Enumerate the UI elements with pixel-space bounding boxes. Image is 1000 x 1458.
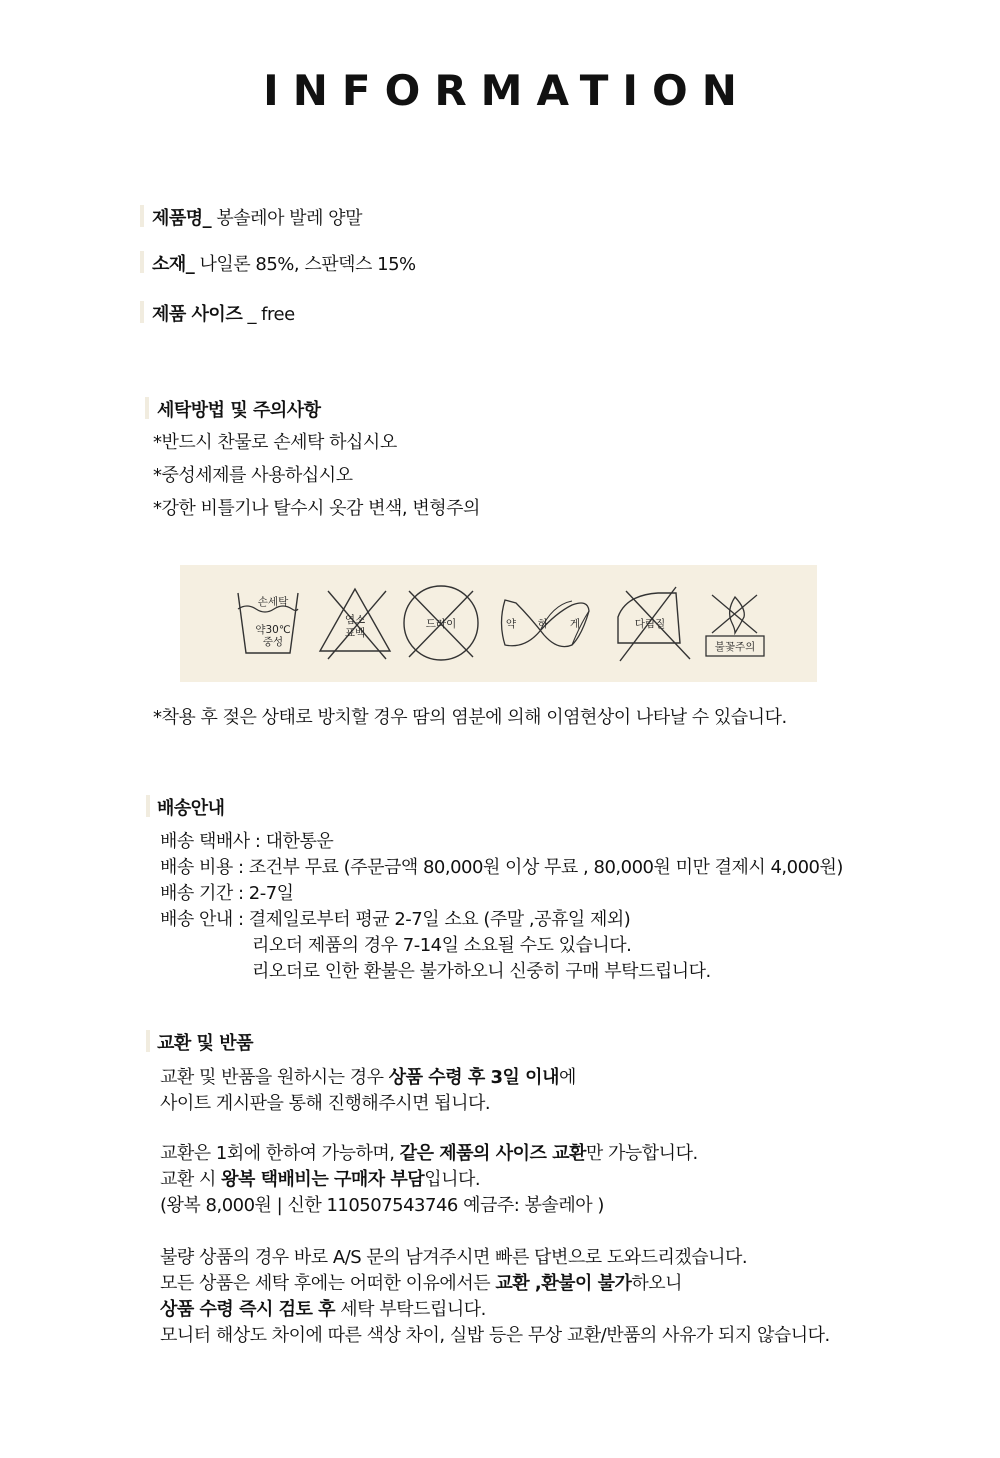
shipping-line: 배송 비용 : 조건부 무료 (주문금액 80,000원 이상 무료 , 80,000원 미만 결제시 4,000원) — [160, 857, 843, 878]
exchange-emphasis: 같은 제품의 사이즈 교환 — [399, 1143, 586, 1164]
shipping-indented-line: 리오더 제품의 경우 7-14일 소요될 수도 있습니다. — [252, 935, 632, 956]
flame-caution-label: 불꽃주의 — [714, 641, 756, 653]
material-value: 나일론 85%, 스판덱스 15% — [199, 254, 416, 275]
exchange-emphasis: 왕복 택배비는 구매자 부담 — [221, 1169, 425, 1190]
bleach-label-2: 표백 — [344, 627, 366, 639]
flame-caution-icon — [706, 595, 764, 656]
hand-wash-icon — [238, 593, 298, 653]
washing-line: *반드시 찬물로 손세탁 하십시오 — [153, 432, 397, 453]
bank-info: (왕복 8,000원 | 신한 110507543746 예금주: 봉솔레아 ) — [160, 1195, 604, 1216]
no-iron-icon — [618, 587, 690, 661]
size-value: _ free — [247, 304, 295, 325]
shipping-line: 배송 택배사 : 대한통운 — [160, 831, 334, 852]
product-name-label: 제품명_ — [152, 208, 212, 229]
exchange-text: 하오니 — [631, 1273, 683, 1294]
washing-heading: 세탁방법 및 주의사항 — [157, 400, 321, 421]
wring-label-1: 약 — [505, 618, 517, 630]
wring-label-2: 하 — [537, 618, 549, 630]
exchange-emphasis: 상품 수령 즉시 검토 후 — [160, 1299, 336, 1320]
exchange-text: 만 가능합니다. — [585, 1143, 698, 1164]
exchange-paragraph: 불량 상품의 경우 바로 A/S 문의 남겨주시면 빠른 답변으로 도와드리겠습니다. — [160, 1247, 748, 1268]
washing-line: *강한 비틀기나 탈수시 옷감 변색, 변형주의 — [153, 498, 480, 519]
exchange-text: 교환 시 — [160, 1169, 222, 1190]
accent-bar — [146, 795, 150, 817]
dry-label: 드라이 — [425, 618, 457, 630]
exchange-paragraph — [160, 1141, 698, 1167]
exchange-emphasis: 상품 수령 후 3일 이내 — [388, 1067, 559, 1088]
exchange-paragraph — [160, 1167, 480, 1193]
exchange-text: 교환은 1회에 한하여 가능하며, — [160, 1143, 400, 1164]
accent-bar — [140, 251, 144, 273]
accent-bar — [140, 301, 144, 323]
page-title: INFORMATION — [263, 66, 751, 115]
shipping-line: 배송 안내 : 결제일로부터 평균 2-7일 소요 (주말 ,공휴일 제외) — [160, 909, 631, 930]
product-name-row — [152, 204, 362, 230]
bleach-label-1: 염소 — [344, 614, 366, 626]
exchange-text: 에 — [558, 1067, 576, 1088]
material-label: 소재_ — [152, 254, 195, 275]
material-row — [152, 250, 416, 276]
product-name-value: 봉솔레아 발레 양말 — [216, 208, 362, 229]
exchange-paragraph — [160, 1297, 486, 1323]
accent-bar — [145, 397, 149, 419]
exchange-text: 모든 상품은 세탁 후에는 어떠한 이유에서든 — [160, 1273, 496, 1294]
exchange-paragraph — [160, 1065, 576, 1091]
hand-wash-temp: 약30℃ — [255, 624, 291, 636]
exchange-heading: 교환 및 반품 — [157, 1033, 253, 1054]
shipping-heading: 배송안내 — [157, 798, 225, 819]
no-bleach-icon — [320, 589, 390, 659]
exchange-text: 입니다. — [424, 1169, 481, 1190]
shipping-line: 배송 기간 : 2-7일 — [160, 883, 294, 904]
accent-bar — [146, 1030, 150, 1052]
exchange-text: 세탁 부탁드립니다. — [335, 1299, 486, 1320]
size-row — [152, 300, 295, 326]
accent-bar — [140, 205, 144, 227]
exchange-emphasis: 교환 ,환불이 불가 — [495, 1273, 632, 1294]
shipping-indented-line: 리오더로 인한 환불은 불가하오니 신중히 구매 부탁드립니다. — [252, 961, 711, 982]
hand-wash-label: 손세탁 — [257, 596, 289, 608]
washing-line: *중성세제를 사용하십시오 — [153, 465, 353, 486]
wring-label-3: 게 — [569, 618, 581, 630]
iron-label: 다림질 — [634, 618, 666, 630]
size-label: 제품 사이즈 — [152, 304, 243, 325]
hand-wash-detergent: 중성 — [262, 636, 284, 648]
care-label-box — [180, 565, 817, 682]
exchange-paragraph: 모니터 해상도 차이에 따른 색상 차이, 실밥 등은 무상 교환/반품의 사유가 되지 않습니다. — [160, 1325, 830, 1346]
wring-gently-icon — [502, 600, 590, 647]
no-dry-clean-icon — [404, 586, 478, 660]
washing-note: *착용 후 젖은 상태로 방치할 경우 땀의 염분에 의해 이염현상이 나타날 수 있습니다. — [153, 707, 787, 728]
exchange-paragraph: 사이트 게시판을 통해 진행해주시면 됩니다. — [160, 1093, 491, 1114]
exchange-paragraph — [160, 1271, 682, 1297]
exchange-text: 교환 및 반품을 원하시는 경우 — [160, 1067, 389, 1088]
